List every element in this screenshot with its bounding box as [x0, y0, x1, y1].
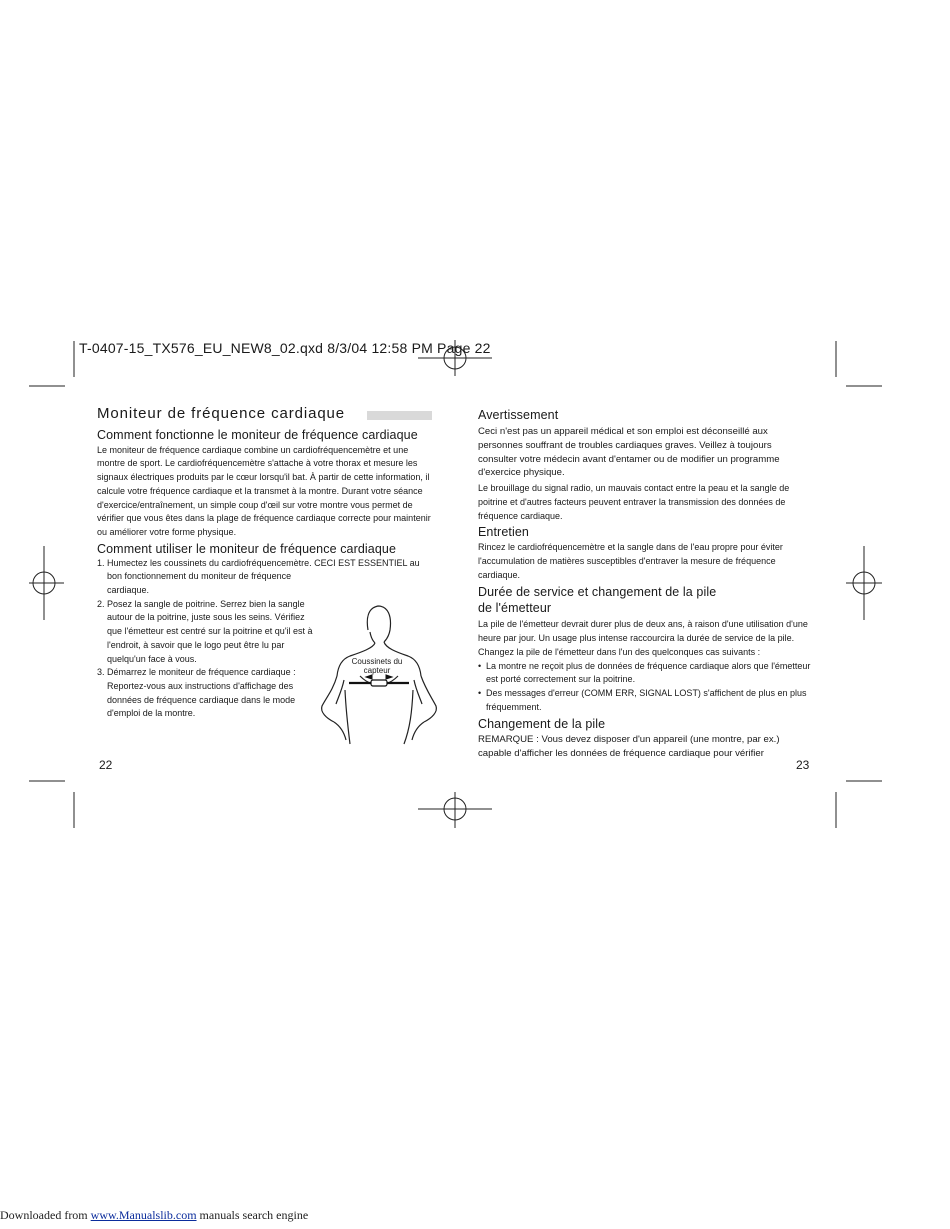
page-number-right: 23 [796, 758, 810, 772]
step2-text: Posez la sangle de poitrine. Serrez bien la sangle autour de la poitrine, juste sous les seins. Vérifiez que l'émetteur est centré sur la poitrine et qu'il est à l'endroit, à savoir que le logo peut être lu par quelqu'un face à vous. [107, 598, 313, 664]
registration-mark-bottom [418, 792, 492, 828]
file-slug: T-0407-15_TX576_EU_NEW8_02.qxd 8/3/04 12:58 PM Page 22 [79, 340, 491, 356]
list-item: 3. Démarrez le moniteur de fréquence cardiaque : Reportez-vous aux instructions d'affichage des données de fréquence cardiaque dans le mode d'emploi de la montre. [97, 667, 296, 719]
list-item: 1. Humectez les coussinets du cardiofréquencemètre. CECI EST ESSENTIEL au bon fonctionnement du moniteur de fréquence cardiaque. [97, 557, 432, 598]
section-heading-maintenance: Entretien [478, 525, 529, 540]
registration-mark-left [29, 546, 64, 620]
steps-list [97, 557, 432, 721]
warning-body-2: Le brouillage du signal radio, un mauvais contact entre la peau et la sangle de poitrine et d'autres facteurs peuvent entraver la transmission des données de fréquence cardiaque. [478, 483, 790, 521]
note-label: REMARQUE : [478, 734, 539, 746]
section-heading-warning: Avertissement [478, 408, 559, 422]
section-heading-how-to-use: Comment utiliser le moniteur de fréquence cardiaque [97, 541, 397, 556]
maintenance-body: Rincez le cardiofréquencemètre et la sangle dans de l'eau propre pour éviter l'accumulation de matières susceptibles d'entraver la mesure de fréquence cardiaque. [478, 542, 783, 580]
warning-body: Ceci n'est pas un appareil médical et son emploi est déconseillé aux personnes souffrant de troubles cardiaques graves. Veillez à toujours consulter votre médecin avant d'entamer ou de modifier un programme d'exercice physique. [478, 426, 780, 479]
section-heading-how-it-works: Comment fonctionne le moniteur de fréquence cardiaque [97, 427, 418, 442]
battery-change-body [478, 733, 813, 761]
note-text: Vous devez disposer d'un appareil (une montre, par ex.) capable d'afficher les données de fréquence cardiaque pour vérifier [478, 734, 780, 760]
right-page [478, 407, 813, 761]
list-item: • Des messages d'erreur (COMM ERR, SIGNAL LOST) s'affichent de plus en plus fréquemment. [478, 687, 813, 714]
page-number-left: 22 [99, 758, 113, 772]
list-item: 2. Posez la sangle de poitrine. Serrez bien la sangle autour de la poitrine, juste sous les seins. Vérifiez que l'émetteur est centré sur la poitrine et qu'il est à l'endroit, à savoir que le logo peut être lu par quelqu'un face à vous. [97, 598, 313, 664]
battery-life-body: La pile de l'émetteur devrait durer plus de deux ans, à raison d'une utilisation d'une heure par jour. Un usage plus intense raccourcira la durée de service de la pile. Changez la pile de l'émetteur dans l'un des quelconques cas suivants : [478, 619, 808, 657]
section-heading-battery-change: Changement de la pile [478, 717, 606, 732]
step1-text: Humectez les coussinets du cardiofréquencemètre. CECI EST ESSENTIEL au [107, 557, 420, 568]
section-body-how-it-works: Le moniteur de fréquence cardiaque combine un cardiofréquencemètre et une montre de sport. Le cardiofréquencemètre s'attache à votre thorax et mesure les signaux électriques produits par le cœur lorsqu'il bat. À partir de cette information, il calcule votre fréquence cardiaque et la transmet à la montre. Durant votre séance d'exercice/entraînement, un simple coup d'œil sur votre montre vous permet de vérifier que vous êtes dans la plage de fréquence cardiaque correcte pour maintenir ou améliorer votre forme physique. [97, 444, 431, 537]
step1-text-cont: bon fonctionnement du moniteur de fréquence cardiaque. [107, 571, 292, 596]
figure-label-sensor-pads: Coussinets du capteur [351, 657, 403, 675]
manualslib-link[interactable]: www.Manualslib.com [90, 1208, 197, 1222]
section-heading-battery-life: Durée de service et changement de la pile de l'émetteur [478, 585, 717, 616]
battery-change-conditions [478, 660, 813, 715]
step3-text: Démarrez le moniteur de fréquence cardiaque : Reportez-vous aux instructions d'affichage des données de fréquence cardiaque dans le mode d'emploi de la montre. [107, 667, 296, 719]
page-title: Moniteur de fréquence cardiaque [97, 407, 432, 421]
title-rule [367, 411, 432, 420]
registration-mark-right [846, 546, 882, 620]
list-item: • La montre ne reçoit plus de données de fréquence cardiaque alors que l'émetteur est porté correctement sur la poitrine. [478, 660, 813, 687]
download-footer: Downloaded from www.Manualslib.com manuals search engine [0, 1208, 309, 1222]
